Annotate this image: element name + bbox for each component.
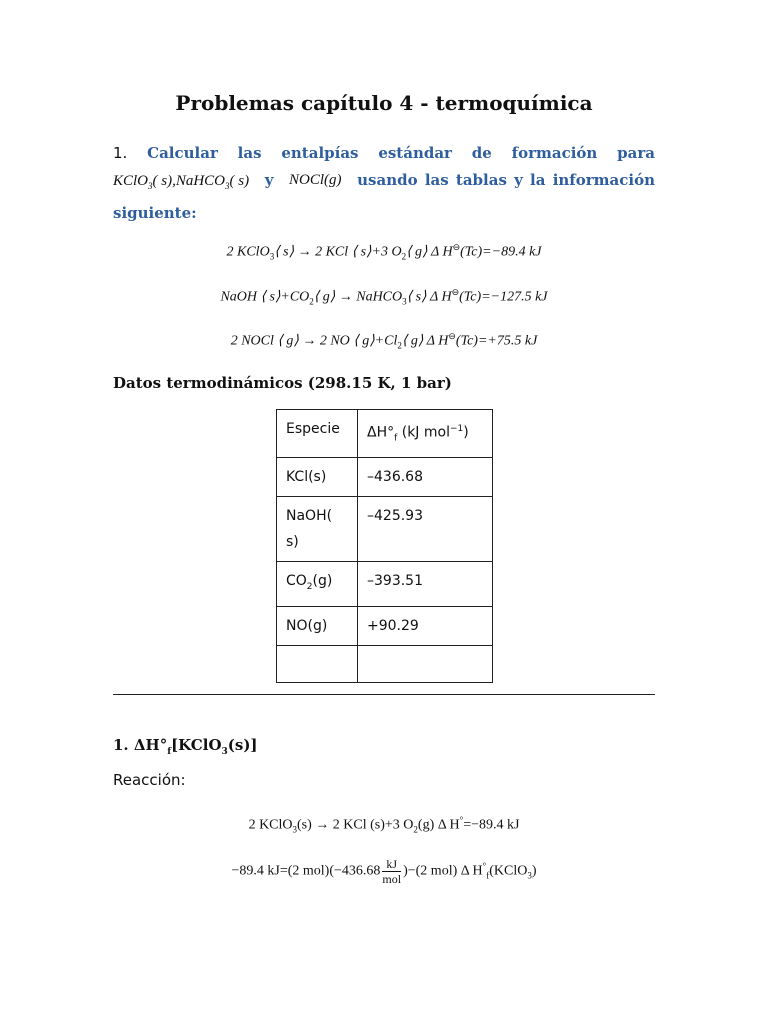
table-row [277,607,493,646]
problem-line-2 [113,167,655,200]
word: formación [511,144,598,162]
fraction-kj-per-mol: $\frac{kJ}{\text{mol}}$ [382,857,402,886]
problem-text-line3: siguiente: [113,204,197,222]
cell-value: –425.93 [358,497,493,562]
word: Calcular [147,144,218,162]
table-row [277,497,493,562]
word: entalpías [281,144,359,162]
compound-nahco3: NaHCO$_3$( s) [175,173,250,191]
cell-species: NaOH( s) [277,497,358,562]
cell-value: –436.68 [358,458,493,497]
header-species: Especie [277,410,358,458]
header-enthalpy: $\Delta H^\circ_f$ (kJ mol$^{-1}$) [358,410,493,458]
page-title: Problemas capítulo 4 - termoquímica [175,91,593,115]
reaction-2: NaOH ⟨ $s⟩+CO_2⟨$ g⟩ → NaHCO$_3$⟨ s⟩ Δ H⊖(Tc)=−127.5 kJ [220,287,548,307]
table-row [277,562,493,607]
compound-kclo3: KClO$_3$( s) [113,173,173,191]
reaction-label: Reacción: [113,771,186,789]
word: las [237,144,262,162]
separator: , [172,173,176,189]
word: de [471,144,492,162]
cell-value [358,646,493,683]
section-equation-2: −89.4 kJ=(2 mol)(−436.68 $\frac{kJ}{\text{mol}}$ )−(2 mol) Δ $H^\circ_f(KClO_3)$ [231,857,537,886]
thermo-data-table [276,409,493,683]
cell-value: +90.29 [358,607,493,646]
word: para [617,144,655,162]
problem-line-3 [113,200,655,227]
reaction-1: 2 KClO$_3$⟨ s⟩ → 2 KCl ⟨ s⟩+3 $O_2⟨$ g⟩ Δ H⊖(Tc)=−89.4 kJ [226,242,542,262]
table-row [277,458,493,497]
problem-statement [113,140,655,227]
problem-line-1 [113,140,655,167]
reaction-3: 2 NOCl ⟨ g⟩ → 2 NO ⟨ $g⟩+Cl_2⟨$ g⟩ Δ H⊖(Tc)=+75.5 kJ [230,331,538,351]
section-equation-1: 2 KClO$_3$(s) → 2 KCl (s)+3 $O_2(g)$ Δ H°=−89.4 kJ [248,815,520,835]
cell-value: –393.51 [358,562,493,607]
cell-species [277,646,358,683]
section-heading: 1. $\Delta H^\circ_f[KClO_3(s)]$ [113,736,258,757]
cell-species: KCl(s) [277,458,358,497]
compound-list [113,167,249,200]
problem-text-line2: usando las tablas y la información [357,171,655,189]
divider [113,694,655,695]
problem-number: 1. [113,144,128,162]
table-header-row [277,410,493,458]
cell-species: $CO_2(g)$ [277,562,358,607]
conjunction: y [264,171,274,189]
compound-nocl: NOCl(g) [289,172,342,188]
word: estándar [378,144,452,162]
data-heading: Datos termodinámicos (298.15 K, 1 bar) [113,374,452,392]
cell-species: NO(g) [277,607,358,646]
table-row [277,646,493,683]
